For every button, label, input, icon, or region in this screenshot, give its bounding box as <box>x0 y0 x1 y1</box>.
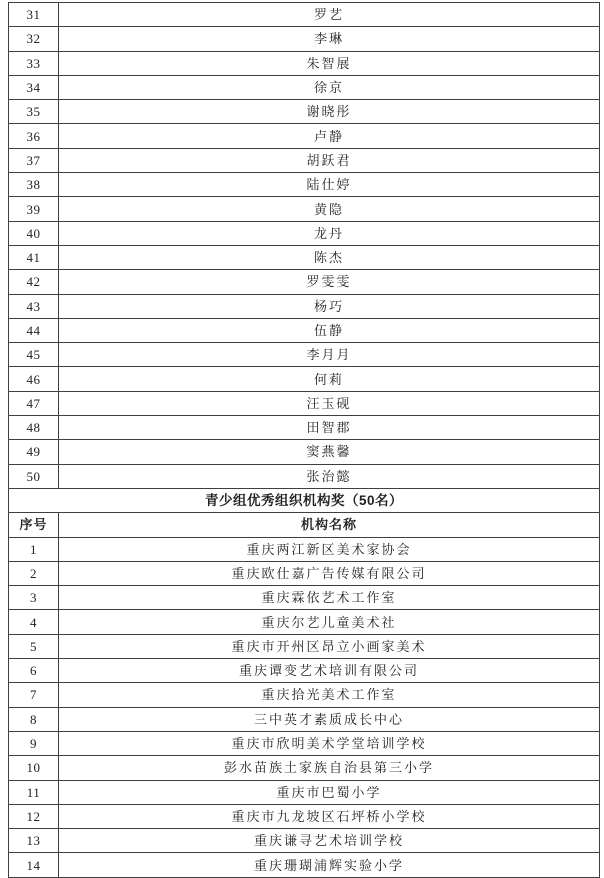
org-name-cell: 重庆市巴蜀小学 <box>59 780 600 804</box>
column-header-row <box>9 513 600 537</box>
winner-row <box>9 3 600 27</box>
winner-row <box>9 124 600 148</box>
org-number-cell: 13 <box>9 829 59 853</box>
org-name-cell: 重庆珊瑚浦辉实验小学 <box>59 853 600 877</box>
winner-row <box>9 270 600 294</box>
winner-row <box>9 391 600 415</box>
org-number-cell: 10 <box>9 756 59 780</box>
org-row <box>9 756 600 780</box>
winner-number-cell: 44 <box>9 318 59 342</box>
winner-number-cell: 41 <box>9 245 59 269</box>
winner-name-cell: 陆仕婷 <box>59 173 600 197</box>
org-number-cell: 12 <box>9 804 59 828</box>
org-number-cell: 11 <box>9 780 59 804</box>
winner-row <box>9 464 600 488</box>
winner-name-cell: 胡跃君 <box>59 148 600 172</box>
winner-number-cell: 35 <box>9 100 59 124</box>
org-number-cell: 5 <box>9 634 59 658</box>
org-row <box>9 731 600 755</box>
winner-number-cell: 37 <box>9 148 59 172</box>
org-row <box>9 853 600 877</box>
org-row <box>9 659 600 683</box>
winner-row <box>9 221 600 245</box>
org-name-cell: 重庆市欣明美术学堂培训学校 <box>59 731 600 755</box>
winner-number-cell: 46 <box>9 367 59 391</box>
org-number-cell: 3 <box>9 586 59 610</box>
winner-row <box>9 343 600 367</box>
winner-number-cell: 45 <box>9 343 59 367</box>
winner-name-cell: 李月月 <box>59 343 600 367</box>
org-number-cell: 4 <box>9 610 59 634</box>
org-number-cell: 6 <box>9 659 59 683</box>
org-name-cell: 重庆两江新区美术家协会 <box>59 537 600 561</box>
winner-number-cell: 32 <box>9 27 59 51</box>
winner-name-cell: 罗艺 <box>59 3 600 27</box>
winner-number-cell: 31 <box>9 3 59 27</box>
winner-name-cell: 谢晓彤 <box>59 100 600 124</box>
org-row <box>9 829 600 853</box>
winner-name-cell: 罗雯雯 <box>59 270 600 294</box>
winner-name-cell: 张治懿 <box>59 464 600 488</box>
org-number-cell: 7 <box>9 683 59 707</box>
winner-number-cell: 49 <box>9 440 59 464</box>
org-number-cell: 1 <box>9 537 59 561</box>
org-row <box>9 561 600 585</box>
winner-number-cell: 48 <box>9 416 59 440</box>
winner-name-cell: 伍静 <box>59 318 600 342</box>
award-table <box>8 2 600 878</box>
org-number-cell: 2 <box>9 561 59 585</box>
org-name-cell: 重庆谭变艺术培训有限公司 <box>59 659 600 683</box>
header-number-cell: 序号 <box>9 513 59 537</box>
winner-name-cell: 朱智展 <box>59 51 600 75</box>
winner-row <box>9 75 600 99</box>
org-row <box>9 780 600 804</box>
org-name-cell: 重庆霖依艺术工作室 <box>59 586 600 610</box>
org-number-cell: 14 <box>9 853 59 877</box>
winner-number-cell: 50 <box>9 464 59 488</box>
winner-row <box>9 148 600 172</box>
winner-name-cell: 田智郡 <box>59 416 600 440</box>
winner-number-cell: 39 <box>9 197 59 221</box>
org-name-cell: 重庆尔艺儿童美术社 <box>59 610 600 634</box>
winner-name-cell: 窦燕馨 <box>59 440 600 464</box>
section-title: 青少组优秀组织机构奖（50名） <box>9 488 600 512</box>
org-name-cell: 重庆欧仕嘉广告传媒有限公司 <box>59 561 600 585</box>
winner-number-cell: 47 <box>9 391 59 415</box>
org-row <box>9 537 600 561</box>
org-number-cell: 8 <box>9 707 59 731</box>
winner-row <box>9 100 600 124</box>
winner-number-cell: 43 <box>9 294 59 318</box>
winner-name-cell: 陈杰 <box>59 245 600 269</box>
winner-number-cell: 33 <box>9 51 59 75</box>
winner-number-cell: 36 <box>9 124 59 148</box>
org-row <box>9 586 600 610</box>
winner-number-cell: 34 <box>9 75 59 99</box>
org-name-cell: 重庆市开州区昂立小画家美术 <box>59 634 600 658</box>
org-row <box>9 634 600 658</box>
winner-name-cell: 徐京 <box>59 75 600 99</box>
header-org-cell: 机构名称 <box>59 513 600 537</box>
winner-row <box>9 245 600 269</box>
winner-name-cell: 李琳 <box>59 27 600 51</box>
winner-number-cell: 40 <box>9 221 59 245</box>
org-name-cell: 彭水苗族土家族自治县第三小学 <box>59 756 600 780</box>
winner-name-cell: 杨巧 <box>59 294 600 318</box>
org-name-cell: 重庆谦寻艺术培训学校 <box>59 829 600 853</box>
winner-name-cell: 龙丹 <box>59 221 600 245</box>
org-name-cell: 三中英才素质成长中心 <box>59 707 600 731</box>
org-row <box>9 707 600 731</box>
winner-name-cell: 汪玉砚 <box>59 391 600 415</box>
winner-row <box>9 27 600 51</box>
org-number-cell: 9 <box>9 731 59 755</box>
winner-row <box>9 416 600 440</box>
winner-row <box>9 51 600 75</box>
winner-name-cell: 黄隐 <box>59 197 600 221</box>
winner-number-cell: 38 <box>9 173 59 197</box>
winner-row <box>9 294 600 318</box>
section-header-row <box>9 488 600 512</box>
winner-name-cell: 何莉 <box>59 367 600 391</box>
winner-row <box>9 197 600 221</box>
org-row <box>9 804 600 828</box>
winner-row <box>9 367 600 391</box>
org-row <box>9 683 600 707</box>
winner-row <box>9 173 600 197</box>
winner-name-cell: 卢静 <box>59 124 600 148</box>
org-row <box>9 610 600 634</box>
org-name-cell: 重庆市九龙坡区石坪桥小学校 <box>59 804 600 828</box>
winner-row <box>9 318 600 342</box>
winner-row <box>9 440 600 464</box>
org-name-cell: 重庆拾光美术工作室 <box>59 683 600 707</box>
winner-number-cell: 42 <box>9 270 59 294</box>
